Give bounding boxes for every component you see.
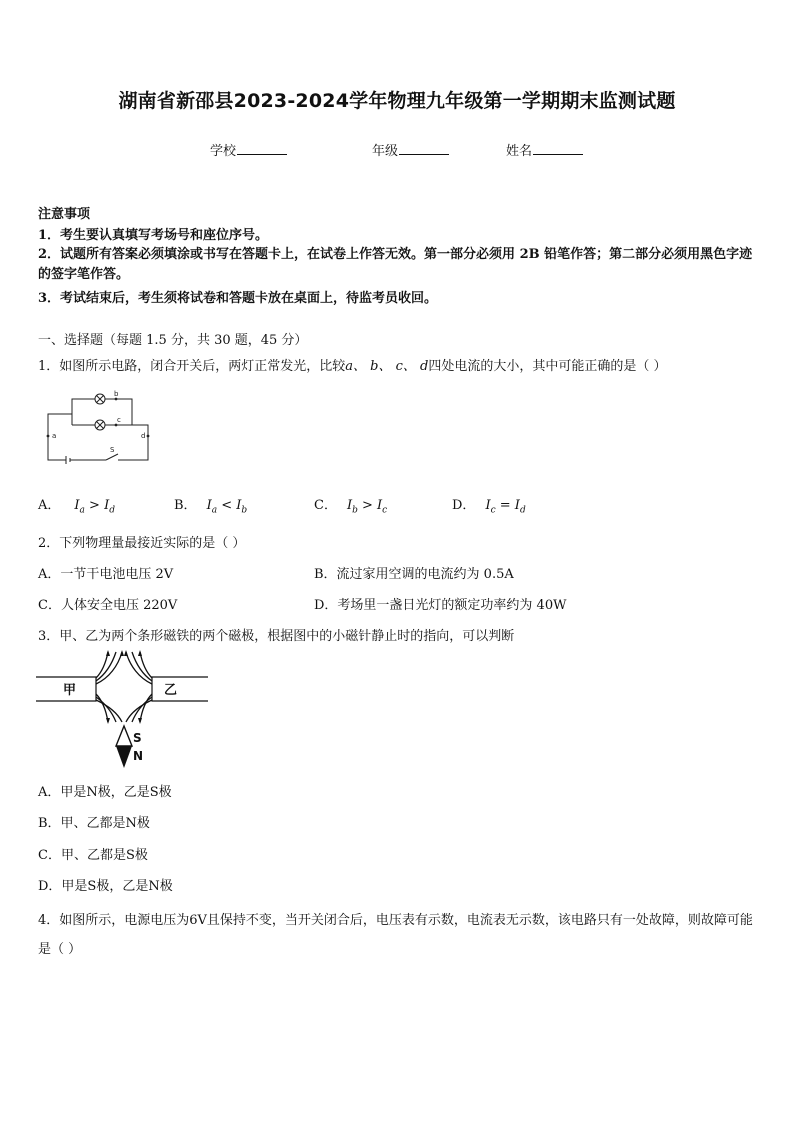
q3-needle-north [116,746,132,768]
q1-option-a[interactable]: A． $I_a > I_d$ [38,498,115,516]
grade-field [372,140,449,159]
notes-item-2: 2．试题所有答案必须填涂或书写在答题卡上，在试卷上作答无效。第一部分必须用 2B 铅笔作答；第二部分必须用黑色字迹的签字笔作答。 [38,247,753,282]
q2-option-c[interactable]: C．人体安全电压 220V [38,598,178,613]
q3-magnet-right [152,677,208,701]
section-heading: 一、选择题（每题 1.5 分，共 30 题，45 分） [38,333,308,348]
q3-needle-south [116,726,132,746]
grade-label: 年级 [372,144,399,159]
q1-stem-pre: 1．如图所示电路，闭合开关后，两灯正常发光，比较 [38,359,346,374]
q3-magnet-figure [36,648,210,772]
q3-label-right: 乙 [164,683,178,698]
q3-option-c[interactable]: C．甲、乙都是S极 [38,848,148,863]
q3-stem: 3．甲、乙为两个条形磁铁的两个磁极，根据图中的小磁针静止时的指向，可以判断 [38,629,515,644]
q4-stem: 4．如图所示，电源电压为6V且保持不变，当开关闭合后，电压表有示数，电流表无示数，该电路只有一处故障，则故障可能是（ ） [38,913,753,957]
page-title: 湖南省新邵县2023-2024学年物理九年级第一学期期末监测试题 [118,90,676,112]
q1-label-d: d [141,432,146,440]
q3-option-d[interactable]: D．甲是S极，乙是N极 [38,879,173,894]
q1-node-a [47,435,50,438]
q2-stem: 2．下列物理量最接近实际的是（ ） [38,536,246,551]
q1-stem-post: 四处电流的大小，其中可能正确的是（ ） [428,359,667,374]
name-blank [533,142,583,155]
q1-option-d[interactable]: D． $I_c = I_d$ [452,498,526,516]
q1-label-b: b [114,390,119,398]
q2-option-b[interactable]: B．流过家用空调的电流约为 0.5A [314,567,514,582]
notes-item-3: 3．考试结束后，考生须将试卷和答题卡放在桌面上，待监考员收回。 [38,291,438,306]
q1-label-a: a [52,432,57,440]
q1-circuit-figure [40,388,160,468]
school-label: 学校 [210,144,237,159]
school-blank [237,142,287,155]
q1-option-c[interactable]: C． $I_b > I_c$ [314,498,388,516]
q1-label-s: S [110,446,115,454]
q2-option-d[interactable]: D．考场里一盏日光灯的额定功率约为 40W [314,598,567,613]
q1-node-b [115,398,118,401]
q1-stem [38,355,667,374]
notes-heading: 注意事项 [38,207,91,222]
q1-node-d [147,435,150,438]
name-field [506,140,583,159]
name-label: 姓名 [506,144,533,159]
grade-blank [399,142,449,155]
q3-label-left: 甲 [63,683,77,698]
notes-item-1: 1．考生要认真填写考场号和座位序号。 [38,228,269,243]
q1-label-c: c [117,416,121,424]
q3-field-lines [96,652,152,722]
q2-option-a[interactable]: A．一节干电池电压 2V [38,567,174,582]
school-field [210,140,287,159]
q1-node-c [115,424,118,427]
q3-option-a[interactable]: A．甲是N极，乙是S极 [38,785,172,800]
q1-stem-vars: a、 b、 c、 d [345,359,429,374]
q3-option-b[interactable]: B．甲、乙都是N极 [38,816,150,831]
q3-label-n: N [133,749,144,763]
q1-option-b[interactable]: B． $I_a < I_b$ [174,498,248,516]
q3-label-s: S [133,731,142,745]
